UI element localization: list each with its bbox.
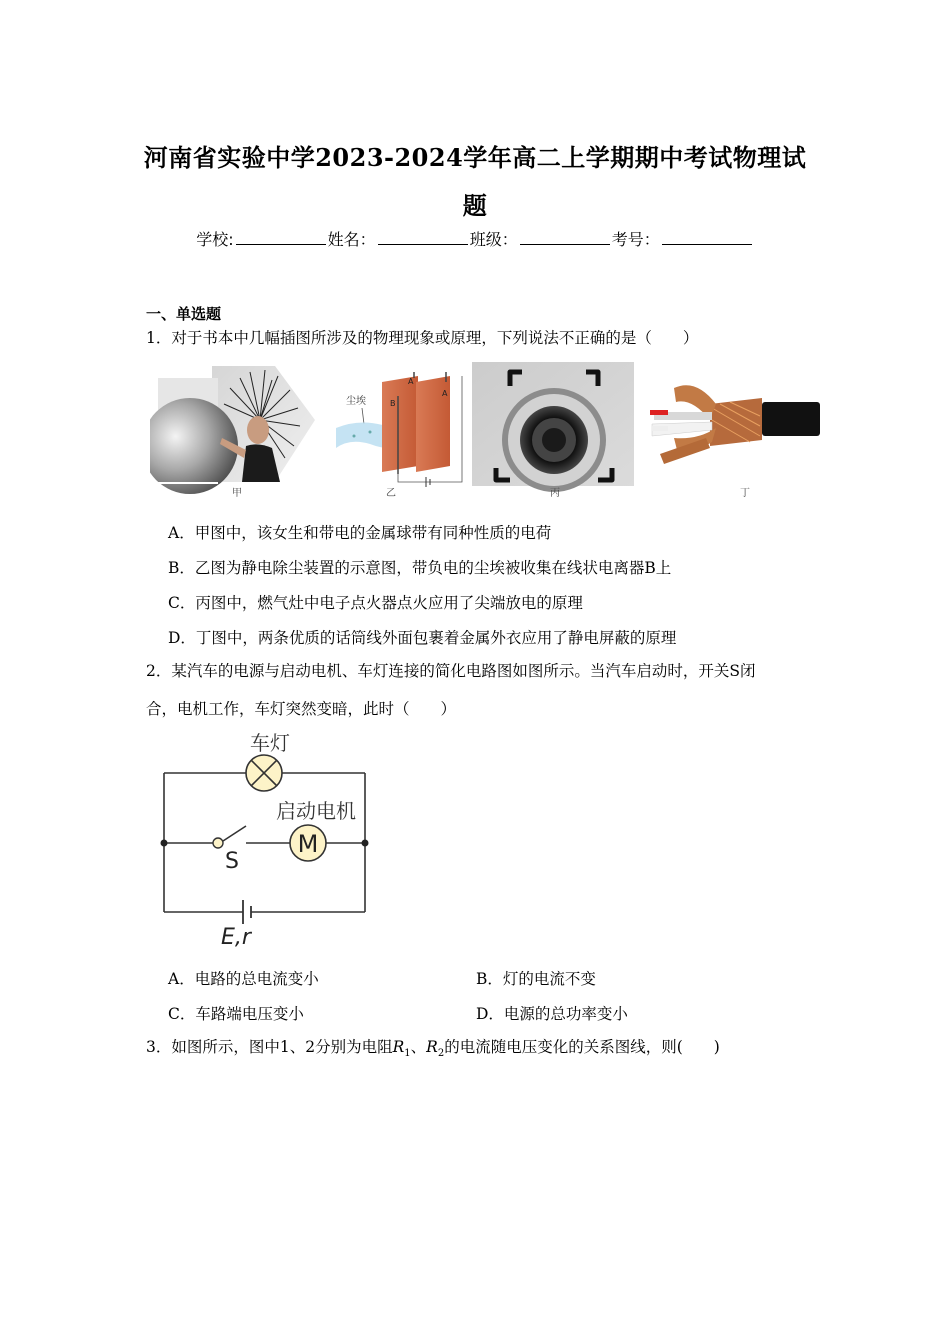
caption-jia: 甲: [232, 488, 242, 499]
q3-r1-sub: 1: [404, 1048, 411, 1060]
junction-left: [161, 840, 168, 847]
class-blank: [520, 230, 610, 245]
school-label: 学校:: [196, 230, 234, 249]
plate-label-a1: A: [408, 377, 414, 386]
q1-figures: [150, 358, 830, 506]
q2-option-b[interactable]: B．灯的电流不变: [476, 970, 596, 988]
page-title-continued: 题: [462, 191, 488, 220]
q3-stem-prefix: 3．如图所示，图中1、2分别为电阻: [146, 1038, 393, 1056]
wire-label-b: B: [390, 399, 396, 408]
battery-symbol: [243, 900, 251, 924]
q1-option-a[interactable]: A．甲图中，该女生和带电的金属球带有同种性质的电荷: [168, 524, 552, 542]
student-info-line: [0, 227, 950, 250]
class-label: 班级：: [469, 230, 518, 249]
dust-label: 尘埃: [346, 396, 366, 407]
figure-yi: [336, 372, 462, 487]
q2-stem-line1: 2．某汽车的电源与启动电机、车灯连接的简化电路图如图所示。当汽车启动时，开关S闭: [146, 662, 756, 680]
q3-sep: 、: [410, 1038, 427, 1056]
lamp-label: 车灯: [250, 731, 290, 755]
source-label: E,r: [221, 925, 251, 950]
caption-bing: 丙: [550, 488, 560, 499]
switch-label: S: [225, 849, 239, 874]
q2-option-c[interactable]: C．车路端电压变小: [168, 1005, 304, 1023]
q3-stem: [146, 1037, 816, 1064]
junction-right: [362, 840, 369, 847]
caption-yi: 乙: [386, 488, 396, 499]
q3-r2: R: [426, 1038, 438, 1056]
q2-option-d[interactable]: D．电源的总功率变小: [476, 1005, 628, 1023]
figure-ding: [650, 385, 820, 464]
caption-ding: 丁: [740, 488, 750, 499]
motor-symbol: [290, 825, 326, 861]
plate-label-a2: A: [442, 389, 448, 398]
q1-option-b[interactable]: B．乙图为静电除尘装置的示意图，带负电的尘埃被收集在线状电离器B上: [168, 559, 672, 577]
q2-circuit: [150, 726, 380, 952]
school-blank: [236, 230, 326, 245]
section-title: 一、单选题: [146, 305, 222, 323]
q1-option-d[interactable]: D．丁图中，两条优质的话筒线外面包裹着金属外衣应用了静电屏蔽的原理: [168, 629, 677, 647]
q2-stem-line2: 合，电机工作，车灯突然变暗，此时（ ）: [146, 700, 457, 718]
q3-r2-sub: 2: [437, 1048, 445, 1060]
q2-option-a[interactable]: A．电路的总电流变小: [168, 970, 319, 988]
figure-jia: [150, 366, 315, 494]
name-label: 姓名：: [327, 230, 376, 249]
name-blank: [378, 230, 468, 245]
figure-bing: [472, 362, 634, 492]
q3-stem-suffix: 的电流随电压变化的关系图线，则( ): [444, 1038, 720, 1056]
q1-stem: 1．对于书本中几幅插图所涉及的物理现象或原理，下列说法不正确的是（ ）: [146, 329, 699, 347]
switch-contact: [213, 838, 223, 848]
motor-symbol-letter: M: [297, 830, 319, 858]
q3-r1: R: [392, 1038, 405, 1056]
page-title: 河南省实验中学2023-2024学年高二上学期期中考试物理试: [143, 143, 807, 172]
lamp-symbol: [246, 755, 282, 791]
id-label: 考号：: [611, 230, 660, 249]
q1-option-c[interactable]: C．丙图中，燃气灶中电子点火器点火应用了尖端放电的原理: [168, 594, 583, 612]
id-blank: [662, 230, 752, 245]
motor-label: 启动电机: [276, 799, 356, 823]
